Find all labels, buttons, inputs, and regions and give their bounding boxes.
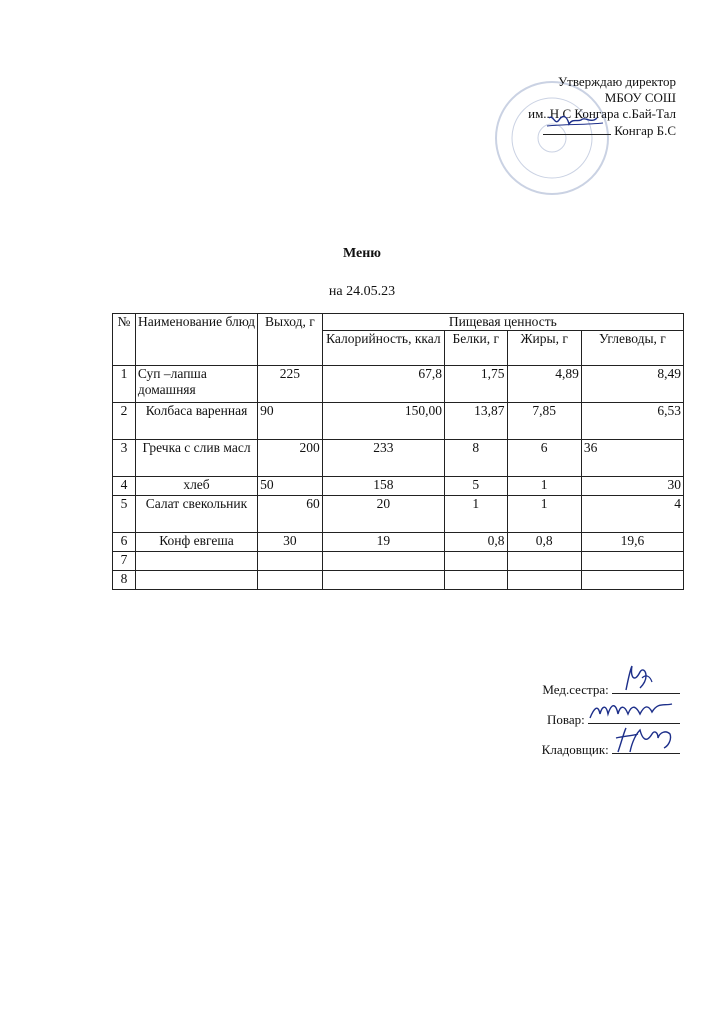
- director-signature-line: [543, 122, 676, 139]
- cell-yield: [258, 571, 323, 590]
- cook-label: Повар:: [547, 712, 585, 727]
- table-row: [113, 571, 684, 590]
- cell-carbs: [581, 571, 683, 590]
- signatures-block: [542, 680, 680, 770]
- cell-fat: [507, 552, 581, 571]
- table-row: [113, 552, 684, 571]
- page-title: Меню: [342, 246, 381, 261]
- cell-carbs: [581, 552, 683, 571]
- cell-name: [135, 552, 257, 571]
- cell-name: хлеб: [135, 477, 257, 496]
- cell-num: 5: [113, 496, 136, 533]
- cell-fat: 4,89: [507, 366, 581, 403]
- table-row: [113, 366, 684, 403]
- cell-calories: [322, 552, 444, 571]
- cell-yield: 90: [258, 403, 323, 440]
- cell-num: 1: [113, 366, 136, 403]
- cell-protein: [444, 552, 507, 571]
- cell-calories: [322, 571, 444, 590]
- cell-protein: 13,87: [444, 403, 507, 440]
- approval-line-3: им..Н.С Конгара с.Бай-Тал: [528, 106, 676, 121]
- cell-yield: 200: [258, 440, 323, 477]
- cell-carbs: 4: [581, 496, 683, 533]
- cell-name: Конф евгеша: [135, 533, 257, 552]
- cell-yield: 30: [258, 533, 323, 552]
- approval-block: [528, 74, 676, 139]
- cell-calories: 150,00: [322, 403, 444, 440]
- cell-carbs: 6,53: [581, 403, 683, 440]
- header-num: №: [113, 314, 136, 366]
- cell-carbs: 19,6: [581, 533, 683, 552]
- header-calories: Калорийность, ккал: [322, 331, 444, 366]
- cell-num: 4: [113, 477, 136, 496]
- cell-name: Колбаса варенная: [135, 403, 257, 440]
- cell-name: Гречка с слив масл: [135, 440, 257, 477]
- storekeeper-signature: [612, 740, 680, 754]
- cell-protein: 1,75: [444, 366, 507, 403]
- cell-calories: 20: [322, 496, 444, 533]
- cell-num: 6: [113, 533, 136, 552]
- table-row: [113, 477, 684, 496]
- header-fat: Жиры, г: [507, 331, 581, 366]
- cell-yield: [258, 552, 323, 571]
- header-protein: Белки, г: [444, 331, 507, 366]
- cell-yield: 60: [258, 496, 323, 533]
- cell-fat: 6: [507, 440, 581, 477]
- cell-num: 2: [113, 403, 136, 440]
- cell-num: 7: [113, 552, 136, 571]
- cell-calories: 158: [322, 477, 444, 496]
- table-row: [113, 440, 684, 477]
- cell-name: Суп –лапша домашняя: [135, 366, 257, 403]
- cell-fat: 1: [507, 496, 581, 533]
- header-carbs: Углеводы, г: [581, 331, 683, 366]
- director-name: Конгар Б.С: [614, 123, 676, 138]
- table-row: [113, 533, 684, 552]
- cell-fat: 7,85: [507, 403, 581, 440]
- cell-protein: 1: [444, 496, 507, 533]
- cell-protein: 8: [444, 440, 507, 477]
- nurse-label: Мед.сестра:: [542, 682, 609, 697]
- cell-calories: 19: [322, 533, 444, 552]
- nurse-signature: [612, 680, 680, 694]
- storekeeper-signature-row: [542, 740, 680, 770]
- approval-line-1: Утверждаю директор: [557, 74, 676, 89]
- cell-num: 3: [113, 440, 136, 477]
- cell-carbs: 30: [581, 477, 683, 496]
- approval-line-2: МБОУ СОШ: [604, 90, 676, 105]
- cell-calories: 233: [322, 440, 444, 477]
- cell-name: Салат свекольник: [135, 496, 257, 533]
- cell-fat: 1: [507, 477, 581, 496]
- cell-fat: [507, 571, 581, 590]
- cook-signature: [588, 710, 680, 724]
- director-signature: [543, 122, 611, 135]
- cell-yield: 50: [258, 477, 323, 496]
- header-nutrition: Пищевая ценность: [322, 314, 683, 331]
- menu-date: на 24.05.23: [328, 284, 396, 299]
- cell-protein: 0,8: [444, 533, 507, 552]
- table-row: [113, 403, 684, 440]
- cell-calories: 67,8: [322, 366, 444, 403]
- cell-fat: 0,8: [507, 533, 581, 552]
- cell-protein: [444, 571, 507, 590]
- table-row: [113, 496, 684, 533]
- header-yield: Выход, г: [258, 314, 323, 366]
- storekeeper-label: Кладовщик:: [541, 742, 609, 757]
- cell-name: [135, 571, 257, 590]
- cell-yield: 225: [258, 366, 323, 403]
- cell-carbs: 36: [581, 440, 683, 477]
- menu-table: [112, 313, 684, 590]
- cell-num: 8: [113, 571, 136, 590]
- header-name: Наименование блюд: [135, 314, 257, 366]
- cell-carbs: 8,49: [581, 366, 683, 403]
- cell-protein: 5: [444, 477, 507, 496]
